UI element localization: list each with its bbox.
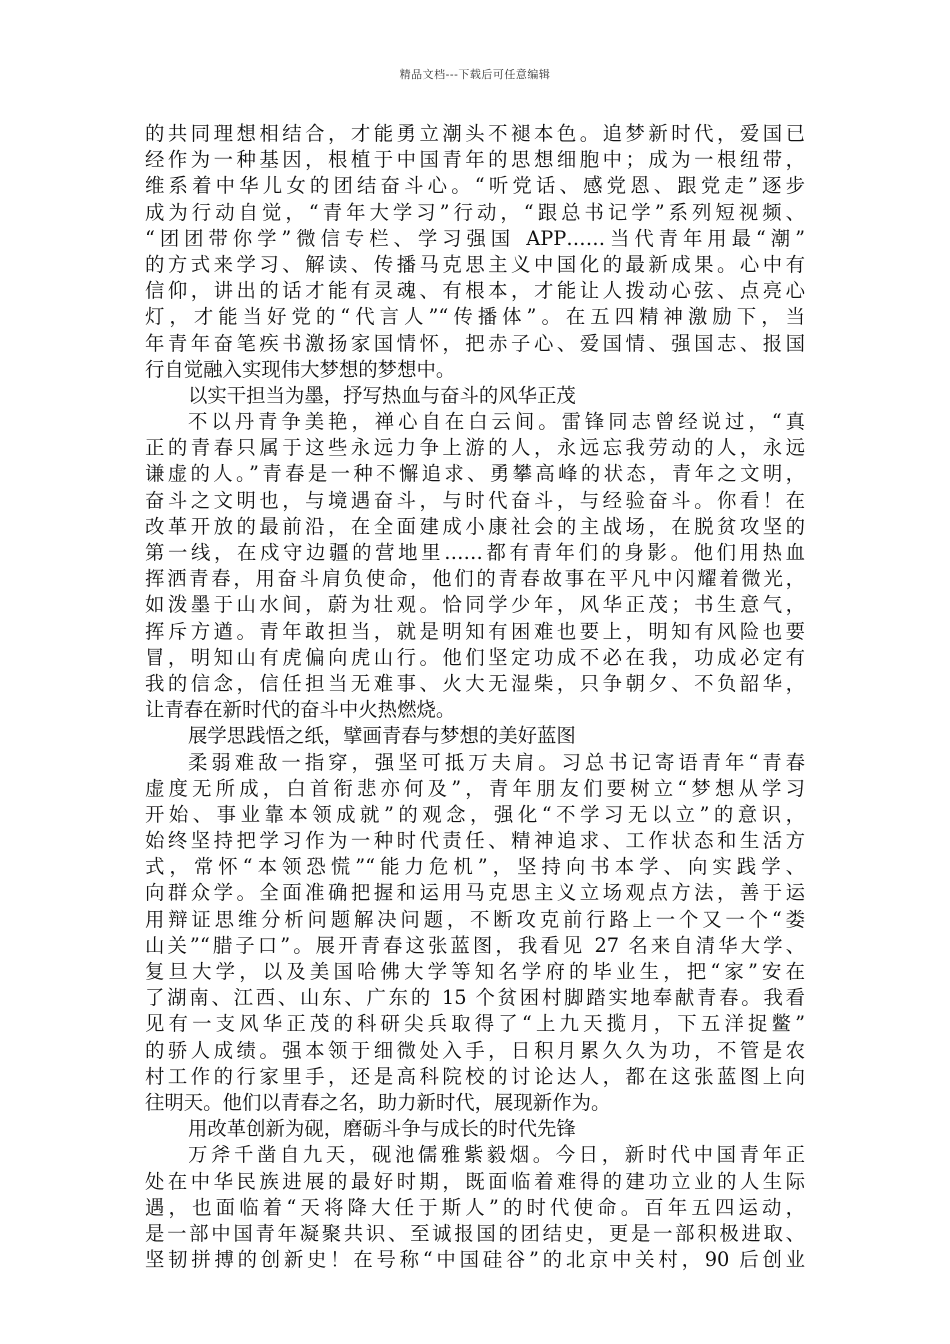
section-heading [145,723,805,749]
text-line: 成为行动自觉，“青年大学习”行动，“跟总书记学”系列短视频、 [145,200,805,224]
text-line: 遇，也面临着“天将降大任于斯人”的时代使命。百年五四运动， [145,1195,805,1219]
text-line: 正的青春只属于这些永远力争上游的人，永远忘我劳动的人，永远 [145,436,805,460]
section-heading [145,383,805,409]
text-line: 我的信念，信任担当无难事、火大无湿柴，只争朝夕、不负韶华， [145,671,805,695]
text-line: 行自觉融入实现伟大梦想的梦想中。 [145,357,456,381]
text-line: 挥斥方遒。青年敢担当，就是明知有困难也要上，明知有风险也要 [145,619,805,643]
paragraph [145,121,805,383]
text-line: 开始、事业靠本领成就”的观念，强化“不学习无以立”的意识， [145,802,805,826]
text-line: 往明天。他们以青春之名，助力新时代，展现新作为。 [145,1090,611,1114]
text-line: 坚韧拼搏的创新史！在号称“中国硅谷”的北京中关村，90 后创业 [145,1248,805,1272]
text-line: 挥洒青春，用奋斗肩负使命，他们的青春故事在平凡中闪耀着微光， [145,567,805,591]
text-line: 复旦大学，以及美国哈佛大学等知名学府的毕业生，把“家”安在 [145,960,805,983]
text-line: 是一部中国青年凝聚共识、至诚报国的团结史，更是一部积极进取、 [145,1221,805,1245]
text-line: 改革开放的最前沿，在全面建成小康社会的主战场，在脱贫攻坚的 [145,514,805,538]
text-line: 式，常怀“本领恐慌”“能力危机”，坚持向书本学、向实践学、 [145,855,805,879]
text-line: 柔弱难敌一指穿，强坚可抵万夫肩。习总书记寄语青年“青春 [188,750,805,774]
text-line: 虚度无所成，白首衔悲亦何及”，青年朋友们要树立“梦想从学习 [145,776,805,800]
text-line: 年青年奋笔疾书激扬家国情怀，把赤子心、爱国情、强国志、报国 [145,331,805,355]
text-line: 经作为一种基因，根植于中国青年的思想细胞中；成为一根纽带， [145,148,805,172]
text-line: 不以丹青争美艳，禅心自在白云间。雷锋同志曾经说过，“真 [188,410,805,434]
text-line: 村工作的行家里手，还是高科院校的讨论达人，都在这张蓝图上向 [145,1064,805,1088]
text-line: 谦虚的人。”青春是一种不懈追求、勇攀高峰的状态，青年之文明， [145,462,805,486]
paragraph [145,409,805,723]
paragraph [145,750,805,1117]
paragraph [145,1142,805,1273]
heading-text: 展学思践悟之纸，擘画青春与梦想的美好蓝图 [188,724,576,748]
section-heading [145,1116,805,1142]
text-line: 见有一支风华正茂的科研尖兵取得了“上九天揽月，下五洋捉鳖” [145,1012,805,1036]
text-line: 让青春在新时代的奋斗中火热燃烧。 [145,698,456,722]
text-line: 如泼墨于山水间，蔚为壮观。恰同学少年，风华正茂；书生意气， [145,593,805,617]
text-line: 万斧千凿自九天，砚池儒雅紫毅烟。今日，新时代中国青年正 [188,1143,805,1167]
text-line: 信仰，讲出的话才能有灵魂、有根本，才能让人拨动心弦、点亮心 [145,279,805,303]
text-line: 山关”“腊子口”。展开青春这张蓝图，我看见 27 名来自清华大学、 [145,933,805,957]
text-line: “团团带你学”微信专栏、学习强国 APP……当代青年用最“潮” [145,226,805,250]
text-line: 向群众学。全面准确把握和运用马克思主义立场观点方法，善于运 [145,881,805,905]
text-line: 维系着中华儿女的团结奋斗心。“听党话、感党恩、跟党走”逐步 [145,174,805,198]
text-line: 用辩证思维分析问题解决问题，不断攻克前行路上一个又一个“娄 [145,907,805,931]
text-line: 奋斗之文明也，与境遇奋斗，与时代奋斗，与经验奋斗。你看！在 [145,488,805,512]
page-header: 精品文档---下载后可任意编辑 [399,68,551,81]
text-line: 处在中华民族进展的最好时期，既面临着难得的建功立业的人生际 [145,1169,805,1193]
text-line: 灯，才能当好党的“代言人”“传播体”。在五四精神激励下，当 [145,305,805,329]
heading-text: 以实干担当为墨，抒写热血与奋斗的风华正茂 [188,383,576,407]
text-line: 始终坚持把学习作为一种时代责任、精神追求、工作状态和生活方 [145,829,805,853]
text-line: 的骄人成绩。强本领于细微处入手，日积月累久久为功，不管是农 [145,1038,805,1062]
text-line: 的共同理想相结合，才能勇立潮头不褪本色。追梦新时代，爱国已 [145,122,805,145]
document-body [145,121,805,1273]
text-line: 的方式来学习、解读、传播马克思主义中国化的最新成果。心中有 [145,252,805,276]
heading-text: 用改革创新为砚，磨砺斗争与成长的时代先锋 [188,1117,576,1141]
text-line: 第一线，在戍守边疆的营地里……都有青年们的身影。他们用热血 [145,541,805,564]
text-line: 冒，明知山有虎偏向虎山行。他们坚定功成不必在我，功成必定有 [145,645,805,669]
text-line: 了湖南、江西、山东、广东的 15 个贫困村脚踏实地奉献青春。我看 [145,986,805,1010]
